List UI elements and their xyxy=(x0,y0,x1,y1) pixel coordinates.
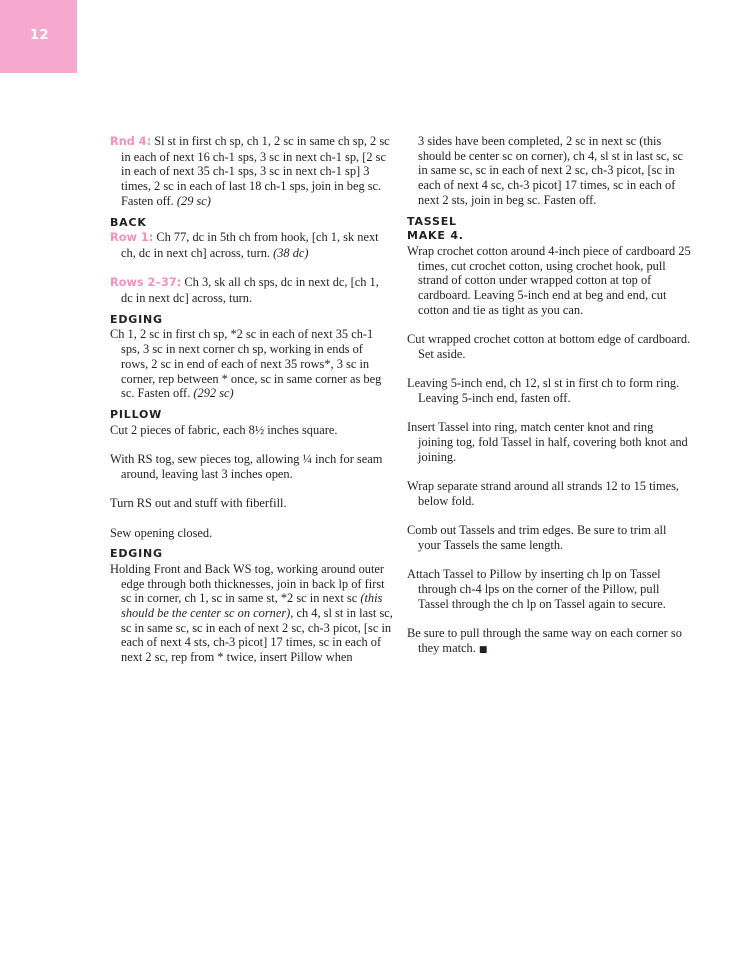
edging-count: (292 sc) xyxy=(193,386,234,401)
page-number: 12 xyxy=(30,28,50,43)
final-text: Be sure to pull through the same way on each corner so they match. xyxy=(407,626,682,655)
row1-label: Row 1: xyxy=(110,231,154,245)
right-column xyxy=(407,134,691,658)
row1-instruction xyxy=(110,230,393,260)
edging-text: Ch 1, 2 sc in first ch sp, *2 sc in each of next 35 ch-1 sps, 3 sc in next corner ch sp, working in ends of rows, 2 sc in end of each of next 35 rows*, 3 sc in corner, rep between * once, sc in same corner as beg sc. Fasten off. xyxy=(110,327,382,401)
tassel-heading: TASSEL xyxy=(407,214,457,228)
rows2-37-label: Rows 2–37: xyxy=(110,276,182,290)
tassel-paragraph: Insert Tassel into ring, match center knot and ring joining tog, fold Tassel in half, covering both knot and joining. xyxy=(407,420,688,464)
edging-instruction xyxy=(110,327,393,401)
edging2-italic: (this should be the center sc on corner) xyxy=(121,591,383,621)
rnd4-text: Sl st in first ch sp, ch 1, 2 sc in same ch sp, 2 sc in each of next 16 ch-1 sps, 3 sc in next ch-1 sp, [2 sc in each of next 35 ch-1 sps, 3 sc in next ch-1 sp] 3 times, 2 sc in each of last 18 ch-1 sps, join in beg sc. Fasten off. xyxy=(121,134,390,208)
pillow-heading: PILLOW xyxy=(110,407,163,421)
tassel-paragraph: Cut wrapped crochet cotton at bottom edge of cardboard. Set aside. xyxy=(407,332,691,361)
pillow-paragraph: Cut 2 pieces of fabric, each 8½ inches square. xyxy=(110,422,338,437)
back-heading: BACK xyxy=(110,215,147,229)
edging-heading: EDGING xyxy=(110,312,163,326)
make-4-heading: MAKE 4. xyxy=(407,229,464,243)
edging2-continuation: 3 sides have been completed, 2 sc in next sc (this should be center sc on corner), ch 4, sl st in last sc, sc in same sc, sc in each of next 2 sc, ch-3 picot, [sc in each of next 4 sc, ch-3 picot] 17 times, sc in each of next 2 sts, join in beg sc. Fasten off. xyxy=(418,134,683,207)
pillow-paragraph: Sew opening closed. xyxy=(110,525,213,540)
edging2-text-a: Holding Front and Back WS tog, working around outer edge through both thicknesses, join in back lp of first sc in corner, ch 1, sc in same st, *2 sc in next sc xyxy=(110,561,385,606)
rnd4-instruction xyxy=(110,134,393,209)
row1-count: (38 dc) xyxy=(273,245,309,260)
rnd4-label: Rnd 4: xyxy=(110,135,152,148)
rows2-37-text: Ch 3, sk all ch sps, dc in next dc, [ch 1, dc in next dc] across, turn. xyxy=(121,275,379,306)
tassel-paragraph: Wrap crochet cotton around 4-inch piece of cardboard 25 times, cut crochet cotton, using crochet hook, pull strand of cotton under wrapped cotton at top of cardboard. Leaving 5-inch end at beg and end, cut cotton and tie as tight as you can. xyxy=(407,243,691,317)
page-number-tab xyxy=(0,0,77,73)
tassel-final-paragraph xyxy=(407,626,691,657)
left-column xyxy=(110,134,393,665)
end-square-icon: ■ xyxy=(478,644,488,655)
edging2-text-b: , ch 4, sl st in last sc, sc in same sc, sc in each of next 2 sc, ch-3 picot, [sc in each of next 4 sts, ch-3 picot] 17 times, sc in each of next 2 sc, rep from * twice, insert Pillow when xyxy=(121,606,393,665)
pillow-paragraph: With RS tog, sew pieces tog, allowing ¼ inch for seam around, leaving last 3 inches open. xyxy=(110,452,383,481)
tassel-paragraph: Comb out Tassels and trim edges. Be sure to trim all your Tassels the same length. xyxy=(407,523,667,552)
edging2-instruction xyxy=(110,562,393,665)
tassel-paragraph: Wrap separate strand around all strands 12 to 15 times, below fold. xyxy=(407,479,680,508)
row1-text: Ch 77, dc in 5th ch from hook, [ch 1, sk next ch, dc in next ch] across, turn. xyxy=(121,230,379,260)
rows2-37-instruction xyxy=(110,275,393,305)
pillow-paragraph: Turn RS out and stuff with fiberfill. xyxy=(110,496,287,511)
tassel-paragraph: Attach Tassel to Pillow by inserting ch lp on Tassel through ch-4 lps on the corner of the Pillow, pull Tassel through the ch lp on Tassel again to secure. xyxy=(407,567,666,611)
tassel-paragraph: Leaving 5-inch end, ch 12, sl st in first ch to form ring. Leaving 5-inch end, fasten off. xyxy=(407,376,680,405)
rnd4-count: (29 sc) xyxy=(176,193,211,208)
edging2-heading: EDGING xyxy=(110,547,163,561)
